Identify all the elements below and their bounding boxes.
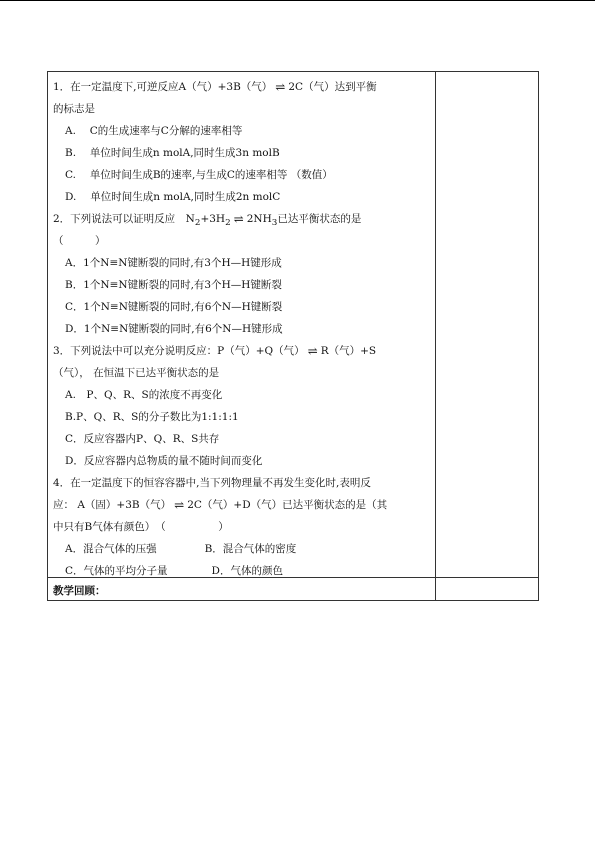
teaching-review-label: 教学回顾： [53, 585, 106, 597]
question-4-stem-line-3: 中只有B气体有颜色） （ ） [53, 521, 229, 533]
question-4-stem-line-2: 应： A（固）+3B（气） ⇌ 2C（气）+D（气）已达平衡状态的是（其 [53, 494, 431, 516]
question-2-option-a: A．1个N≡N键断裂的同时,有3个H—H键形成 [65, 257, 282, 269]
question-3-option-a: A. P、Q、R、S的浓度不再变化 [65, 389, 223, 401]
question-2-option-b: B．1个N≡N键断裂的同时,有3个H—H键断裂 [65, 279, 282, 291]
question-2-option-d: D．1个N≡N键断裂的同时,有6个N—H键形成 [65, 323, 283, 335]
question-1-stem-line-2: 的标志是 [53, 103, 95, 115]
question-1-option-d: D. 单位时间生成n molA,同时生成2n molC [65, 191, 281, 203]
question-4-options-row-1 [53, 538, 431, 560]
question-2-stem-line-1: 2．下列说法可以证明反应 $N_2+3H_2$ ⇌ $2NH_3$已达平衡状态的是 [53, 208, 431, 230]
question-4-option-d: D．气体的颜色 [211, 565, 283, 577]
equilibrium-arrow-icon: ⇌ [233, 212, 244, 226]
question-3-stem-line-1: 3．下列说法中可以充分说明反应：P（气）+Q（气） ⇌ R（气）+S [53, 340, 431, 362]
equilibrium-arrow-icon: ⇌ [174, 498, 185, 512]
question-4-option-c: C．气体的平均分子量 [65, 565, 168, 577]
question-1-option-c: C. 单位时间生成B的速率,与生成C的速率相等 （数值） [65, 169, 333, 181]
question-3-stem-line-2: （气）， 在恒温下已达平衡状态的是 [53, 367, 220, 379]
question-3-option-c: C．反应容器内P、Q、R、S共存 [65, 433, 220, 445]
question-1-option-b: B. 单位时间生成n molA,同时生成3n molB [65, 147, 280, 159]
question-2-option-c: C．1个N≡N键断裂的同时,有6个N—H键断裂 [65, 301, 283, 313]
equilibrium-arrow-icon: ⇌ [307, 344, 318, 358]
header-rule [0, 0, 595, 1]
question-1-stem-line-1: 1．在一定温度下,可逆反应A（气）+3B（气） ⇌ 2C（气）达到平衡 [53, 76, 431, 98]
question-1-option-a: A. C的生成速率与C分解的速率相等 [65, 125, 243, 137]
question-2-stem-line-2: （ ） [53, 235, 106, 247]
column-divider [435, 71, 436, 601]
equilibrium-arrow-icon: ⇌ [275, 80, 286, 94]
question-4-options-row-2 [53, 560, 431, 582]
question-4-option-a: A．混合气体的压强 [65, 543, 157, 555]
question-3-option-d: D．反应容器内总物质的量不随时间而变化 [65, 455, 263, 467]
question-4-option-b: B．混合气体的密度 [204, 543, 297, 555]
question-3-option-b: B.P、Q、R、S的分子数比为1:1:1:1 [65, 411, 239, 423]
questions-cell [53, 76, 431, 582]
question-4-stem-line-1: 4．在一定温度下的恒容容器中,当下列物理量不再发生变化时,表明反 [53, 477, 371, 489]
